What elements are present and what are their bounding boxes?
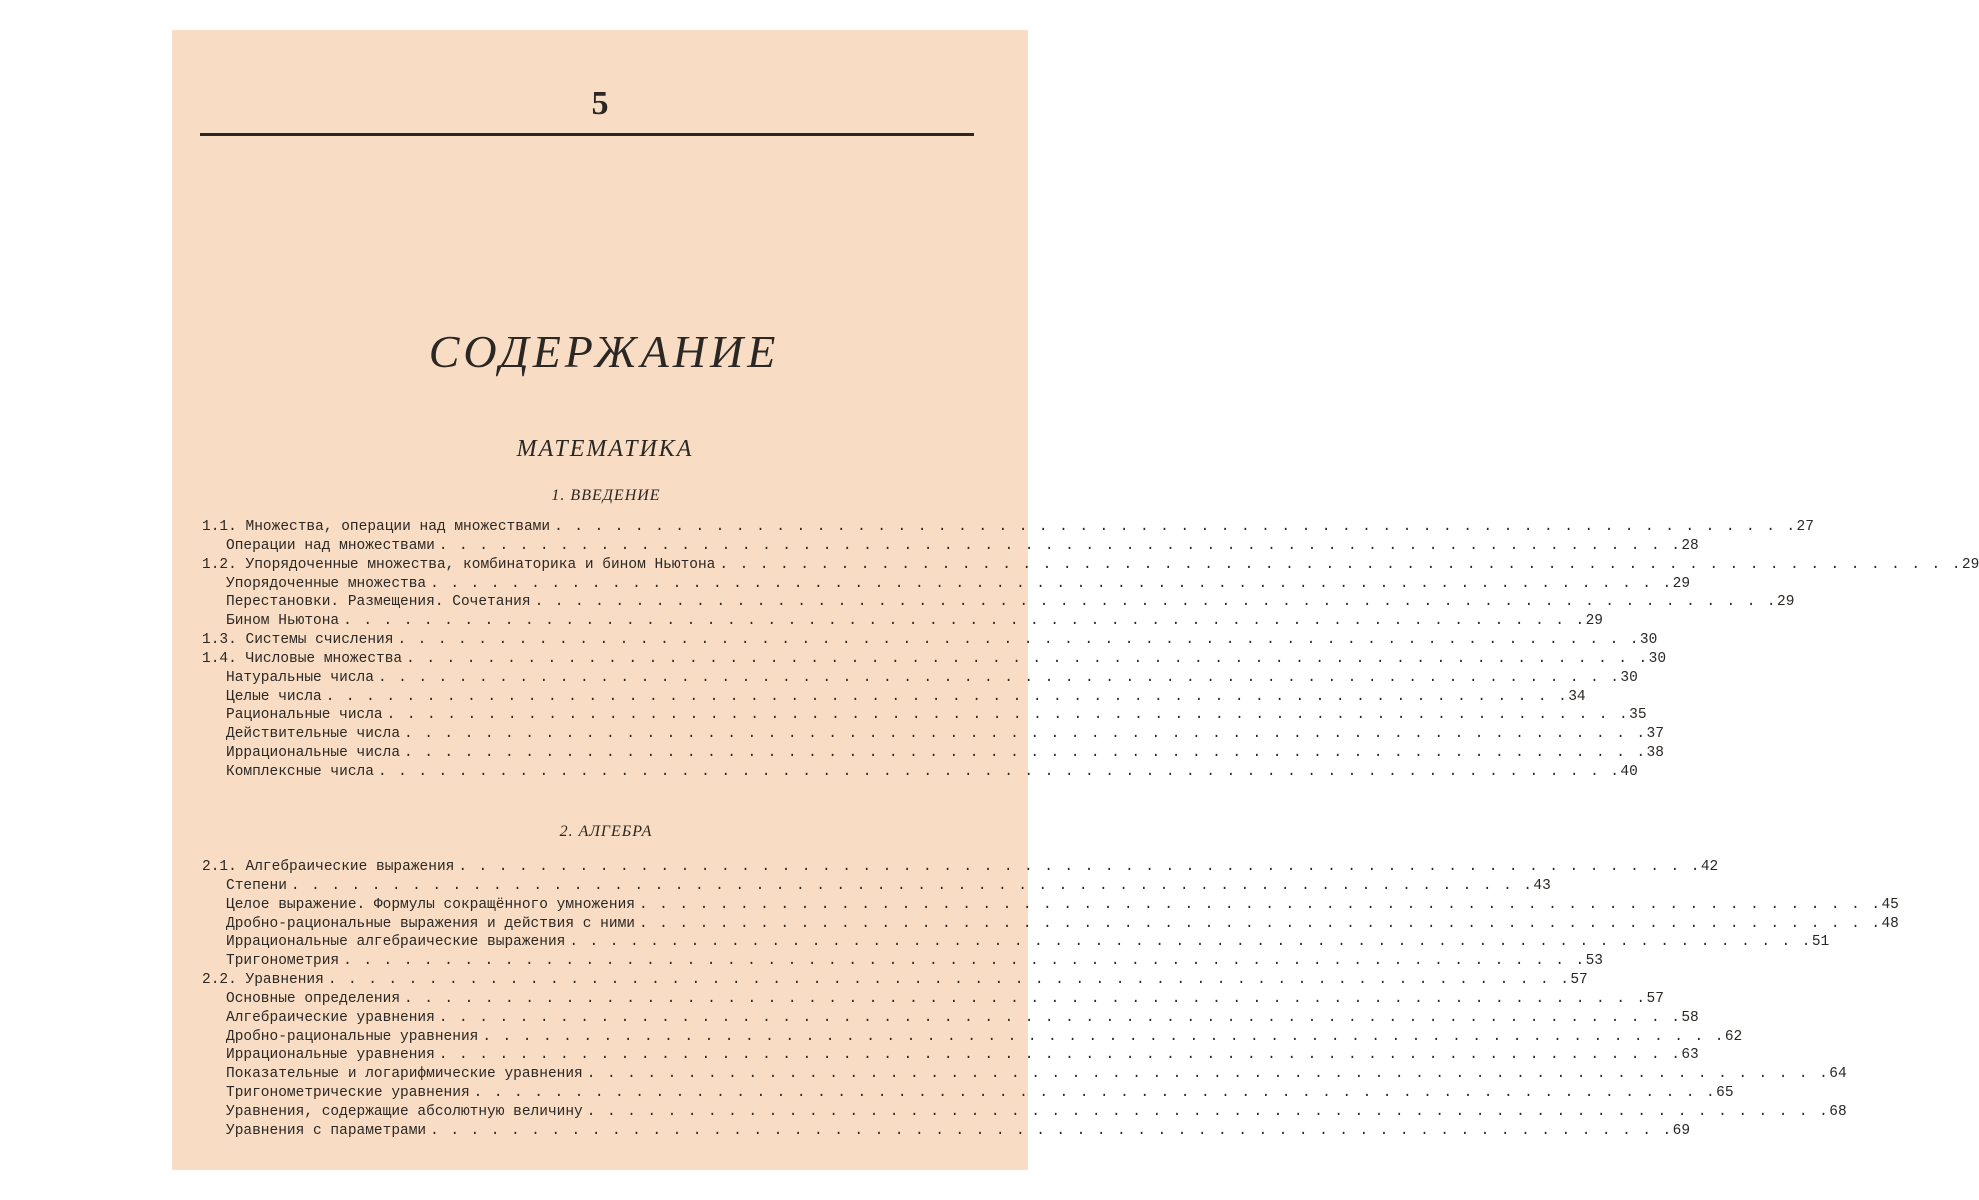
toc-entry-title: Иррациональные алгебраические выражения <box>226 934 566 951</box>
toc-entry-page: 34 <box>1568 688 1586 705</box>
toc-entry-title: Целое выражение. Формулы сокращённого умножения <box>226 896 635 913</box>
toc-entry-title: 1.2. Упорядоченные множества, комбинаторика и бином Ньютона <box>202 556 716 573</box>
toc-entry-page: 29 <box>1672 575 1691 592</box>
toc-entry <box>202 669 1638 688</box>
toc-entry-title: Уравнения с параметрами <box>226 1122 427 1139</box>
toc-entry-page: 57 <box>1570 972 1588 989</box>
toc-entry-page: 29 <box>1961 556 1979 573</box>
dot-leader: . . . . . . . . . . . . . . . . . . . . . . . . . . . . . . . . . . . . . . . . . . . . . . . . . . . . . . . . . . . . . . <box>534 594 1778 611</box>
toc-entry-title: Уравнения, содержащие абсолютную величину <box>226 1103 583 1120</box>
toc-entry <box>202 990 1664 1009</box>
toc-entry-page: 28 <box>1681 537 1699 554</box>
dot-leader: . . . . . . . . . . . . . . . . . . . . . . . . . . . . . . . . . . . . . . . . . . . . . . . . . . . . . . . . . . . . . . <box>569 934 1812 951</box>
toc-entry-title: Рациональные числа <box>226 707 383 724</box>
toc-entry-page: 29 <box>1777 594 1795 611</box>
toc-entry-title: Иррациональные числа <box>226 745 401 762</box>
toc-entry-page: 43 <box>1533 877 1551 894</box>
toc-entry-title: Бином Ньютона <box>226 613 340 630</box>
toc-entry <box>202 593 1795 612</box>
toc-entry <box>202 915 1899 934</box>
toc-entry-page: 51 <box>1811 934 1830 951</box>
toc-entry <box>202 858 1719 877</box>
toc-list-intro <box>202 518 1979 782</box>
toc-entry-page: 62 <box>1724 1028 1743 1045</box>
dot-leader: . . . . . . . . . . . . . . . . . . . . . . . . . . . . . . . . . . . . . . . . . . . . . . . . . . . . . . . . . . . . . . <box>638 896 1882 913</box>
toc-entry-page: 29 <box>1585 613 1604 630</box>
toc-entry-page: 37 <box>1646 726 1664 743</box>
toc-entry-title: 2.2. Уравнения <box>202 972 324 989</box>
toc-entry-page: 35 <box>1629 707 1647 724</box>
toc-entry-title: Операции над множествами <box>226 537 435 554</box>
toc-entry-page: 68 <box>1829 1103 1847 1120</box>
toc-entry-page: 45 <box>1881 896 1899 913</box>
dot-leader: . . . . . . . . . . . . . . . . . . . . . . . . . . . . . . . . . . . . . . . . . . . . . . . . . . . . . . . . . . . . . . <box>586 1103 1830 1120</box>
dot-leader: . . . . . . . . . . . . . . . . . . . . . . . . . . . . . . . . . . . . . . . . . . . . . . . . . . . . . . . . . . . . . . <box>554 519 1797 535</box>
toc-entry <box>202 971 1588 990</box>
toc-entry-page: 57 <box>1646 990 1664 1007</box>
toc-entry-title: Целые числа <box>226 688 322 705</box>
dot-leader: . . . . . . . . . . . . . . . . . . . . . . . . . . . . . . . . . . . . . . . . . . . . . . . . . . . . . . . . . . . . . . <box>343 953 1586 970</box>
toc-entry-title: Перестановки. Размещения. Сочетания <box>226 594 531 611</box>
book-page <box>172 30 1979 1170</box>
toc-entry <box>202 725 1664 744</box>
toc-entry <box>202 1122 1691 1141</box>
dot-leader: . . . . . . . . . . . . . . . . . . . . . . . . . . . . . . . . . . . . . . . . . . . . . . . . . . . . . . . . . . . . . . <box>438 537 1682 554</box>
dot-leader: . . . . . . . . . . . . . . . . . . . . . . . . . . . . . . . . . . . . . . . . . . . . . . . . . . . . . . . . . . . . . . <box>290 877 1534 894</box>
toc-entry-title: Иррациональные уравнения <box>226 1047 435 1064</box>
dot-leader: . . . . . . . . . . . . . . . . . . . . . . . . . . . . . . . . . . . . . . . . . . . . . . . . . . . . . . . . . . . . . . <box>343 613 1586 630</box>
toc-entry-page: 27 <box>1796 519 1814 535</box>
dot-leader: . . . . . . . . . . . . . . . . . . . . . . . . . . . . . . . . . . . . . . . . . . . . . . . . . . . . . . . . . . . . . . <box>482 1028 1725 1045</box>
toc-entry <box>202 688 1586 707</box>
toc-entry-title: Дробно-рациональные уравнения <box>226 1028 479 1045</box>
toc-entry <box>202 952 1604 971</box>
toc-entry <box>202 877 1551 896</box>
toc-entry-page: 48 <box>1881 915 1899 932</box>
toc-entry-title: Дробно-рациональные выражения и действия с ними <box>226 915 635 932</box>
toc-entry-page: 30 <box>1639 632 1658 649</box>
toc-entry <box>202 537 1699 556</box>
toc-entry-title: Действительные числа <box>226 726 401 743</box>
toc-list-algebra <box>202 858 1899 1141</box>
toc-entry <box>202 650 1667 669</box>
dot-leader: . . . . . . . . . . . . . . . . . . . . . . . . . . . . . . . . . . . . . . . . . . . . . . . . . . . . . . . . . . . . . . <box>430 1122 1673 1139</box>
toc-entry-title: Алгебраические уравнения <box>226 1009 435 1026</box>
toc-entry-title: Тригонометрия <box>226 953 340 970</box>
toc-entry <box>202 706 1647 725</box>
dot-leader: . . . . . . . . . . . . . . . . . . . . . . . . . . . . . . . . . . . . . . . . . . . . . . . . . . . . . . . . . . . . . . <box>377 669 1621 686</box>
toc-entry <box>202 1046 1699 1065</box>
toc-entry <box>202 763 1638 782</box>
toc-entry-title: Тригонометрические уравнения <box>226 1085 470 1102</box>
dot-leader: . . . . . . . . . . . . . . . . . . . . . . . . . . . . . . . . . . . . . . . . . . . . . . . . . . . . . . . . . . . . . . <box>458 859 1701 875</box>
dot-leader: . . . . . . . . . . . . . . . . . . . . . . . . . . . . . . . . . . . . . . . . . . . . . . . . . . . . . . . . . . . . . . <box>386 707 1630 724</box>
dot-leader: . . . . . . . . . . . . . . . . . . . . . . . . . . . . . . . . . . . . . . . . . . . . . . . . . . . . . . . . . . . . . . <box>327 972 1571 989</box>
toc-entry-title: 1.1. Множества, операции над множествами <box>202 519 551 535</box>
toc-entry <box>202 575 1691 594</box>
toc-entry <box>202 896 1899 915</box>
chapter-title-algebra: 2. АЛГЕБРА <box>559 823 653 840</box>
toc-entry-title: 1.4. Числовые множества <box>202 650 403 667</box>
page-number: 5 <box>591 85 609 122</box>
toc-entry-page: 38 <box>1646 745 1664 762</box>
toc-entry <box>202 1103 1847 1122</box>
subject-title: МАТЕМАТИКА <box>516 436 694 462</box>
toc-entry-title: Степени <box>226 877 287 894</box>
toc-entry-title: 1.3. Системы счисления <box>202 632 394 649</box>
contents-title: СОДЕРЖАНИЕ <box>428 326 780 377</box>
dot-leader: . . . . . . . . . . . . . . . . . . . . . . . . . . . . . . . . . . . . . . . . . . . . . . . . . . . . . . . . . . . . . . <box>586 1066 1830 1083</box>
dot-leader: . . . . . . . . . . . . . . . . . . . . . . . . . . . . . . . . . . . . . . . . . . . . . . . . . . . . . . . . . . . . . . <box>719 556 1962 573</box>
dot-leader: . . . . . . . . . . . . . . . . . . . . . . . . . . . . . . . . . . . . . . . . . . . . . . . . . . . . . . . . . . . . . . <box>638 915 1882 932</box>
toc-entry-title: Упорядоченные множества <box>226 575 427 592</box>
toc-entry <box>202 518 1814 537</box>
toc-entry <box>202 1028 1743 1047</box>
toc-entry-page: 40 <box>1620 763 1638 780</box>
toc-entry-page: 64 <box>1829 1066 1847 1083</box>
toc-entry-title: Показательные и логарифмические уравнения <box>226 1066 583 1083</box>
dot-leader: . . . . . . . . . . . . . . . . . . . . . . . . . . . . . . . . . . . . . . . . . . . . . . . . . . . . . . . . . . . . . . <box>473 1085 1717 1102</box>
toc-entry-page: 30 <box>1648 650 1667 667</box>
toc-entry <box>202 1084 1734 1103</box>
toc-entry-page: 69 <box>1672 1122 1691 1139</box>
toc-entry-page: 30 <box>1620 669 1638 686</box>
toc-entry <box>202 556 1979 575</box>
toc-entry-page: 63 <box>1681 1047 1699 1064</box>
toc-entry <box>202 1065 1847 1084</box>
toc-entry-title: Натуральные числа <box>226 669 374 686</box>
toc-entry <box>202 612 1604 631</box>
dot-leader: . . . . . . . . . . . . . . . . . . . . . . . . . . . . . . . . . . . . . . . . . . . . . . . . . . . . . . . . . . . . . . <box>377 763 1621 780</box>
toc-entry <box>202 744 1664 763</box>
toc-entry-page: 53 <box>1585 953 1604 970</box>
toc-entry-title: Основные определения <box>226 990 401 1007</box>
dot-leader: . . . . . . . . . . . . . . . . . . . . . . . . . . . . . . . . . . . . . . . . . . . . . . . . . . . . . . . . . . . . . . <box>438 1009 1682 1026</box>
dot-leader: . . . . . . . . . . . . . . . . . . . . . . . . . . . . . . . . . . . . . . . . . . . . . . . . . . . . . . . . . . . . . . <box>397 632 1640 649</box>
toc-entry <box>202 631 1658 650</box>
dot-leader: . . . . . . . . . . . . . . . . . . . . . . . . . . . . . . . . . . . . . . . . . . . . . . . . . . . . . . . . . . . . . . <box>404 745 1647 762</box>
toc-entry-page: 65 <box>1716 1085 1734 1102</box>
dot-leader: . . . . . . . . . . . . . . . . . . . . . . . . . . . . . . . . . . . . . . . . . . . . . . . . . . . . . . . . . . . . . . <box>438 1047 1682 1064</box>
dot-leader: . . . . . . . . . . . . . . . . . . . . . . . . . . . . . . . . . . . . . . . . . . . . . . . . . . . . . . . . . . . . . . <box>325 688 1569 705</box>
toc-entry-page: 42 <box>1700 859 1719 875</box>
dot-leader: . . . . . . . . . . . . . . . . . . . . . . . . . . . . . . . . . . . . . . . . . . . . . . . . . . . . . . . . . . . . . . <box>404 726 1647 743</box>
chapter-title-intro: 1. ВВЕДЕНИЕ <box>551 487 661 504</box>
dot-leader: . . . . . . . . . . . . . . . . . . . . . . . . . . . . . . . . . . . . . . . . . . . . . . . . . . . . . . . . . . . . . . <box>404 990 1647 1007</box>
toc-entry-page: 58 <box>1681 1009 1699 1026</box>
toc-entry-title: Комплексные числа <box>226 763 374 780</box>
header-rule <box>200 133 974 136</box>
dot-leader: . . . . . . . . . . . . . . . . . . . . . . . . . . . . . . . . . . . . . . . . . . . . . . . . . . . . . . . . . . . . . . <box>430 575 1673 592</box>
toc-entry <box>202 1009 1699 1028</box>
toc-entry-title: 2.1. Алгебраические выражения <box>202 859 455 875</box>
toc-entry <box>202 933 1830 952</box>
dot-leader: . . . . . . . . . . . . . . . . . . . . . . . . . . . . . . . . . . . . . . . . . . . . . . . . . . . . . . . . . . . . . . <box>406 650 1649 667</box>
